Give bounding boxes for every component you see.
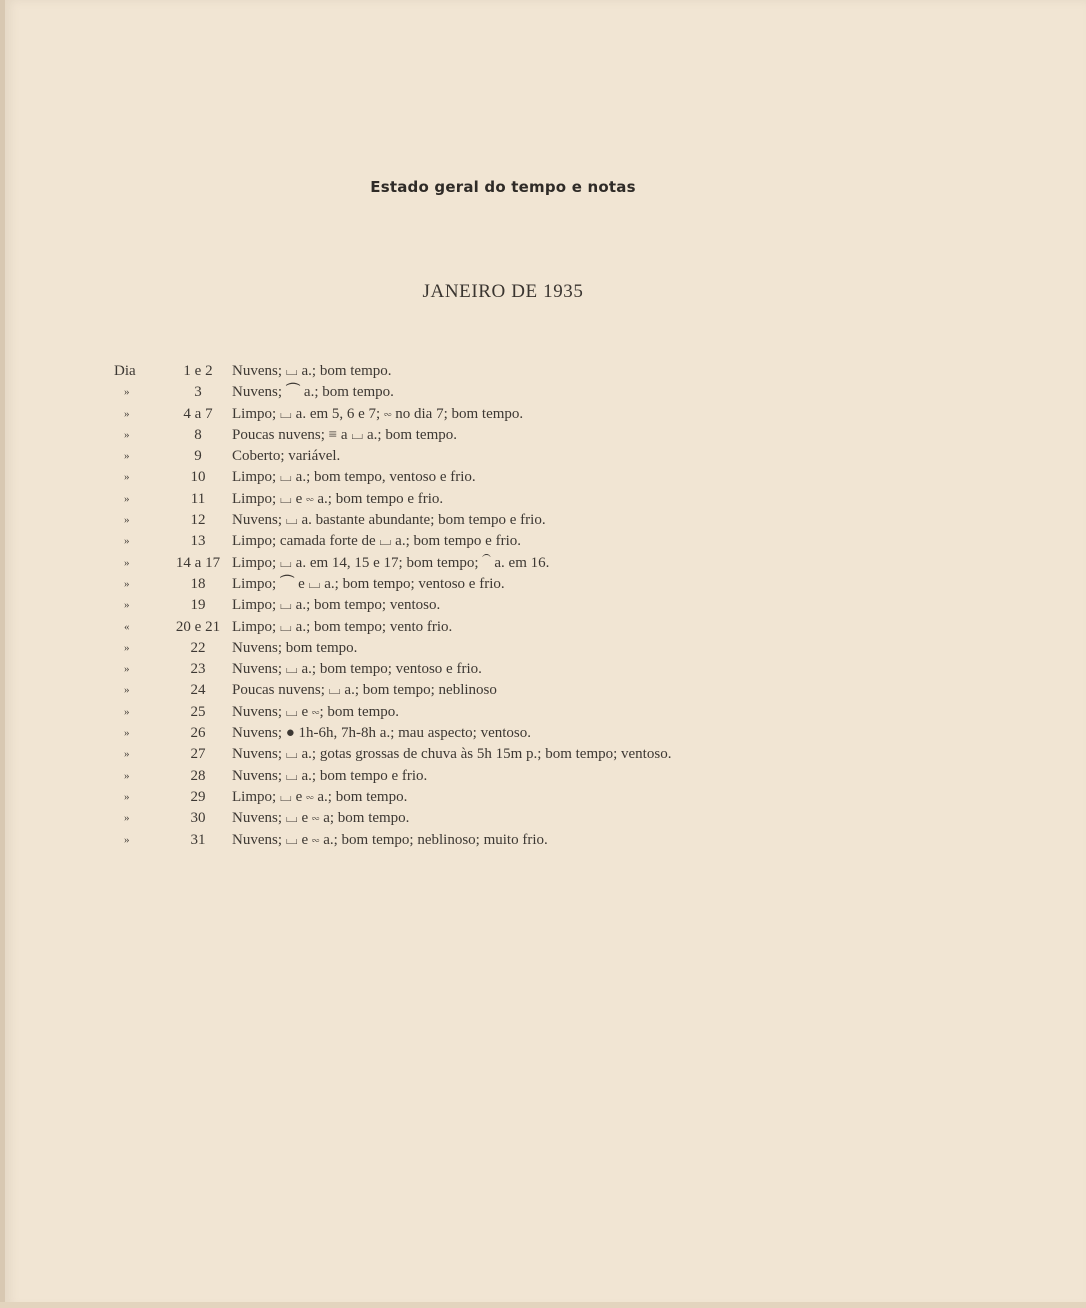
day-number: 20 e 21 [175,618,221,635]
ditto-mark: » [124,812,130,825]
day-number: 30 [190,810,206,827]
weather-description: Poucas nuvens; ⌴ a.; bom tempo; neblinoso [232,682,497,699]
ditto-mark: » [124,748,130,761]
weather-entries-list [112,361,792,851]
day-number: 1 e 2 [183,363,213,379]
ditto-mark: » [124,450,130,463]
day-number: 23 [190,661,206,678]
weather-description: Limpo; ⌴ a.; bom tempo; vento frio. [232,618,453,635]
day-number: 4 a 7 [183,405,213,422]
ditto-mark: » [124,705,130,718]
entry-row [112,617,792,638]
section-title: Estado geral do tempo e notas [370,178,636,196]
entry-row [112,638,792,659]
weather-description: Nuvens; ⌴ a.; bom tempo e frio. [232,767,428,784]
weather-description: Limpo; ⌴ a.; bom tempo; ventoso. [232,597,441,614]
entry-row [112,425,792,446]
ditto-mark: » [124,790,130,803]
entry-row [112,553,792,574]
weather-description: Limpo; camada forte de ⌴ a.; bom tempo e frio. [232,533,521,550]
weather-description: Limpo; ⌴ a.; bom tempo, ventoso e frio. [232,469,476,486]
weather-description: Nuvens; ⌴ a. bastante abundante; bom tempo e frio. [232,512,546,529]
day-number: 27 [190,746,206,763]
day-number: 3 [194,384,202,401]
weather-description: Nuvens; ⌴ a.; gotas grossas de chuva às 5h 15m p.; bom tempo; ventoso. [232,746,672,763]
day-number: 22 [190,639,206,656]
ditto-mark: » [124,577,130,590]
weather-description: Nuvens; ⌴ a.; bom tempo; ventoso e frio. [232,661,482,678]
ditto-mark: » [124,641,130,654]
day-number: 29 [190,788,206,805]
weather-description: Limpo; ⌴ a. em 5, 6 e 7; ∾ no dia 7; bom tempo. [232,405,524,422]
day-number: 8 [194,426,202,443]
ditto-mark: » [124,684,130,697]
entry-row [112,382,792,403]
weather-description: Nuvens; ⌴ e ∾; bom tempo. [232,703,400,720]
entry-row [112,723,792,744]
weather-description: Nuvens; ● 1h-6h, 7h-8h a.; mau aspecto; ventoso. [232,725,532,742]
entry-row [112,680,792,701]
day-number: 10 [190,469,206,486]
month-title: JANEIRO DE 1935 [422,281,584,302]
day-number: 14 a 17 [175,554,221,571]
ditto-mark: » [124,727,130,740]
weather-description: Limpo; ⏜ e ⌴ a.; bom tempo; ventoso e frio. [232,575,505,592]
day-number: 13 [190,533,206,550]
day-number: 11 [190,490,206,507]
day-label: Dia [114,363,136,379]
entry-row [112,659,792,680]
entry-row [112,808,792,829]
entry-row [112,446,792,467]
ditto-mark: » [124,599,130,612]
weather-description: Nuvens; ⌴ a.; bom tempo. [232,363,392,379]
day-number: 28 [190,767,206,784]
weather-description: Nuvens; ⌴ e ∾ a.; bom tempo; neblinoso; muito frio. [232,831,548,848]
entry-row [112,787,792,808]
ditto-mark: « [124,620,130,633]
entry-row [112,404,792,425]
weather-description: Limpo; ⌴ e ∾ a.; bom tempo. [232,788,408,805]
weather-description: Nuvens; ⏜ a.; bom tempo. [232,384,394,401]
weather-description: Limpo; ⌴ a. em 14, 15 e 17; bom tempo; ⏜ a. em 16. [232,554,550,571]
entry-row [112,744,792,765]
ditto-mark: » [124,386,130,399]
ditto-mark: » [124,833,130,846]
day-number: 18 [190,575,206,592]
page-edge [0,0,5,1308]
day-number: 26 [190,725,206,742]
entry-row [112,830,792,851]
ditto-mark: » [124,471,130,484]
weather-description: Coberto; variável. [232,448,341,465]
entry-row [112,766,792,787]
weather-description: Nuvens; ⌴ e ∾ a; bom tempo. [232,810,410,827]
entry-row [112,702,792,723]
day-number: 24 [190,682,206,699]
ditto-mark: » [124,514,130,527]
entry-row [112,489,792,510]
ditto-mark: » [124,492,130,505]
ditto-mark: » [124,407,130,420]
entry-row [112,595,792,616]
ditto-mark: » [124,769,130,782]
page-bottom-edge [0,1302,1086,1308]
weather-description: Limpo; ⌴ e ∾ a.; bom tempo e frio. [232,490,444,507]
ditto-mark: » [124,556,130,569]
day-number: 31 [190,831,206,848]
entry-row [112,510,792,531]
weather-description: Poucas nuvens; ≡ a ⌴ a.; bom tempo. [232,426,458,443]
weather-description: Nuvens; bom tempo. [232,639,358,656]
entry-row [112,574,792,595]
entry-row [112,467,792,488]
day-number: 9 [194,448,202,465]
day-number: 12 [190,512,206,529]
ditto-mark: » [124,428,130,441]
ditto-mark: » [124,535,130,548]
ditto-mark: » [124,663,130,676]
entry-row [112,361,792,382]
entry-row [112,531,792,552]
day-number: 19 [190,597,206,614]
day-number: 25 [190,703,206,720]
